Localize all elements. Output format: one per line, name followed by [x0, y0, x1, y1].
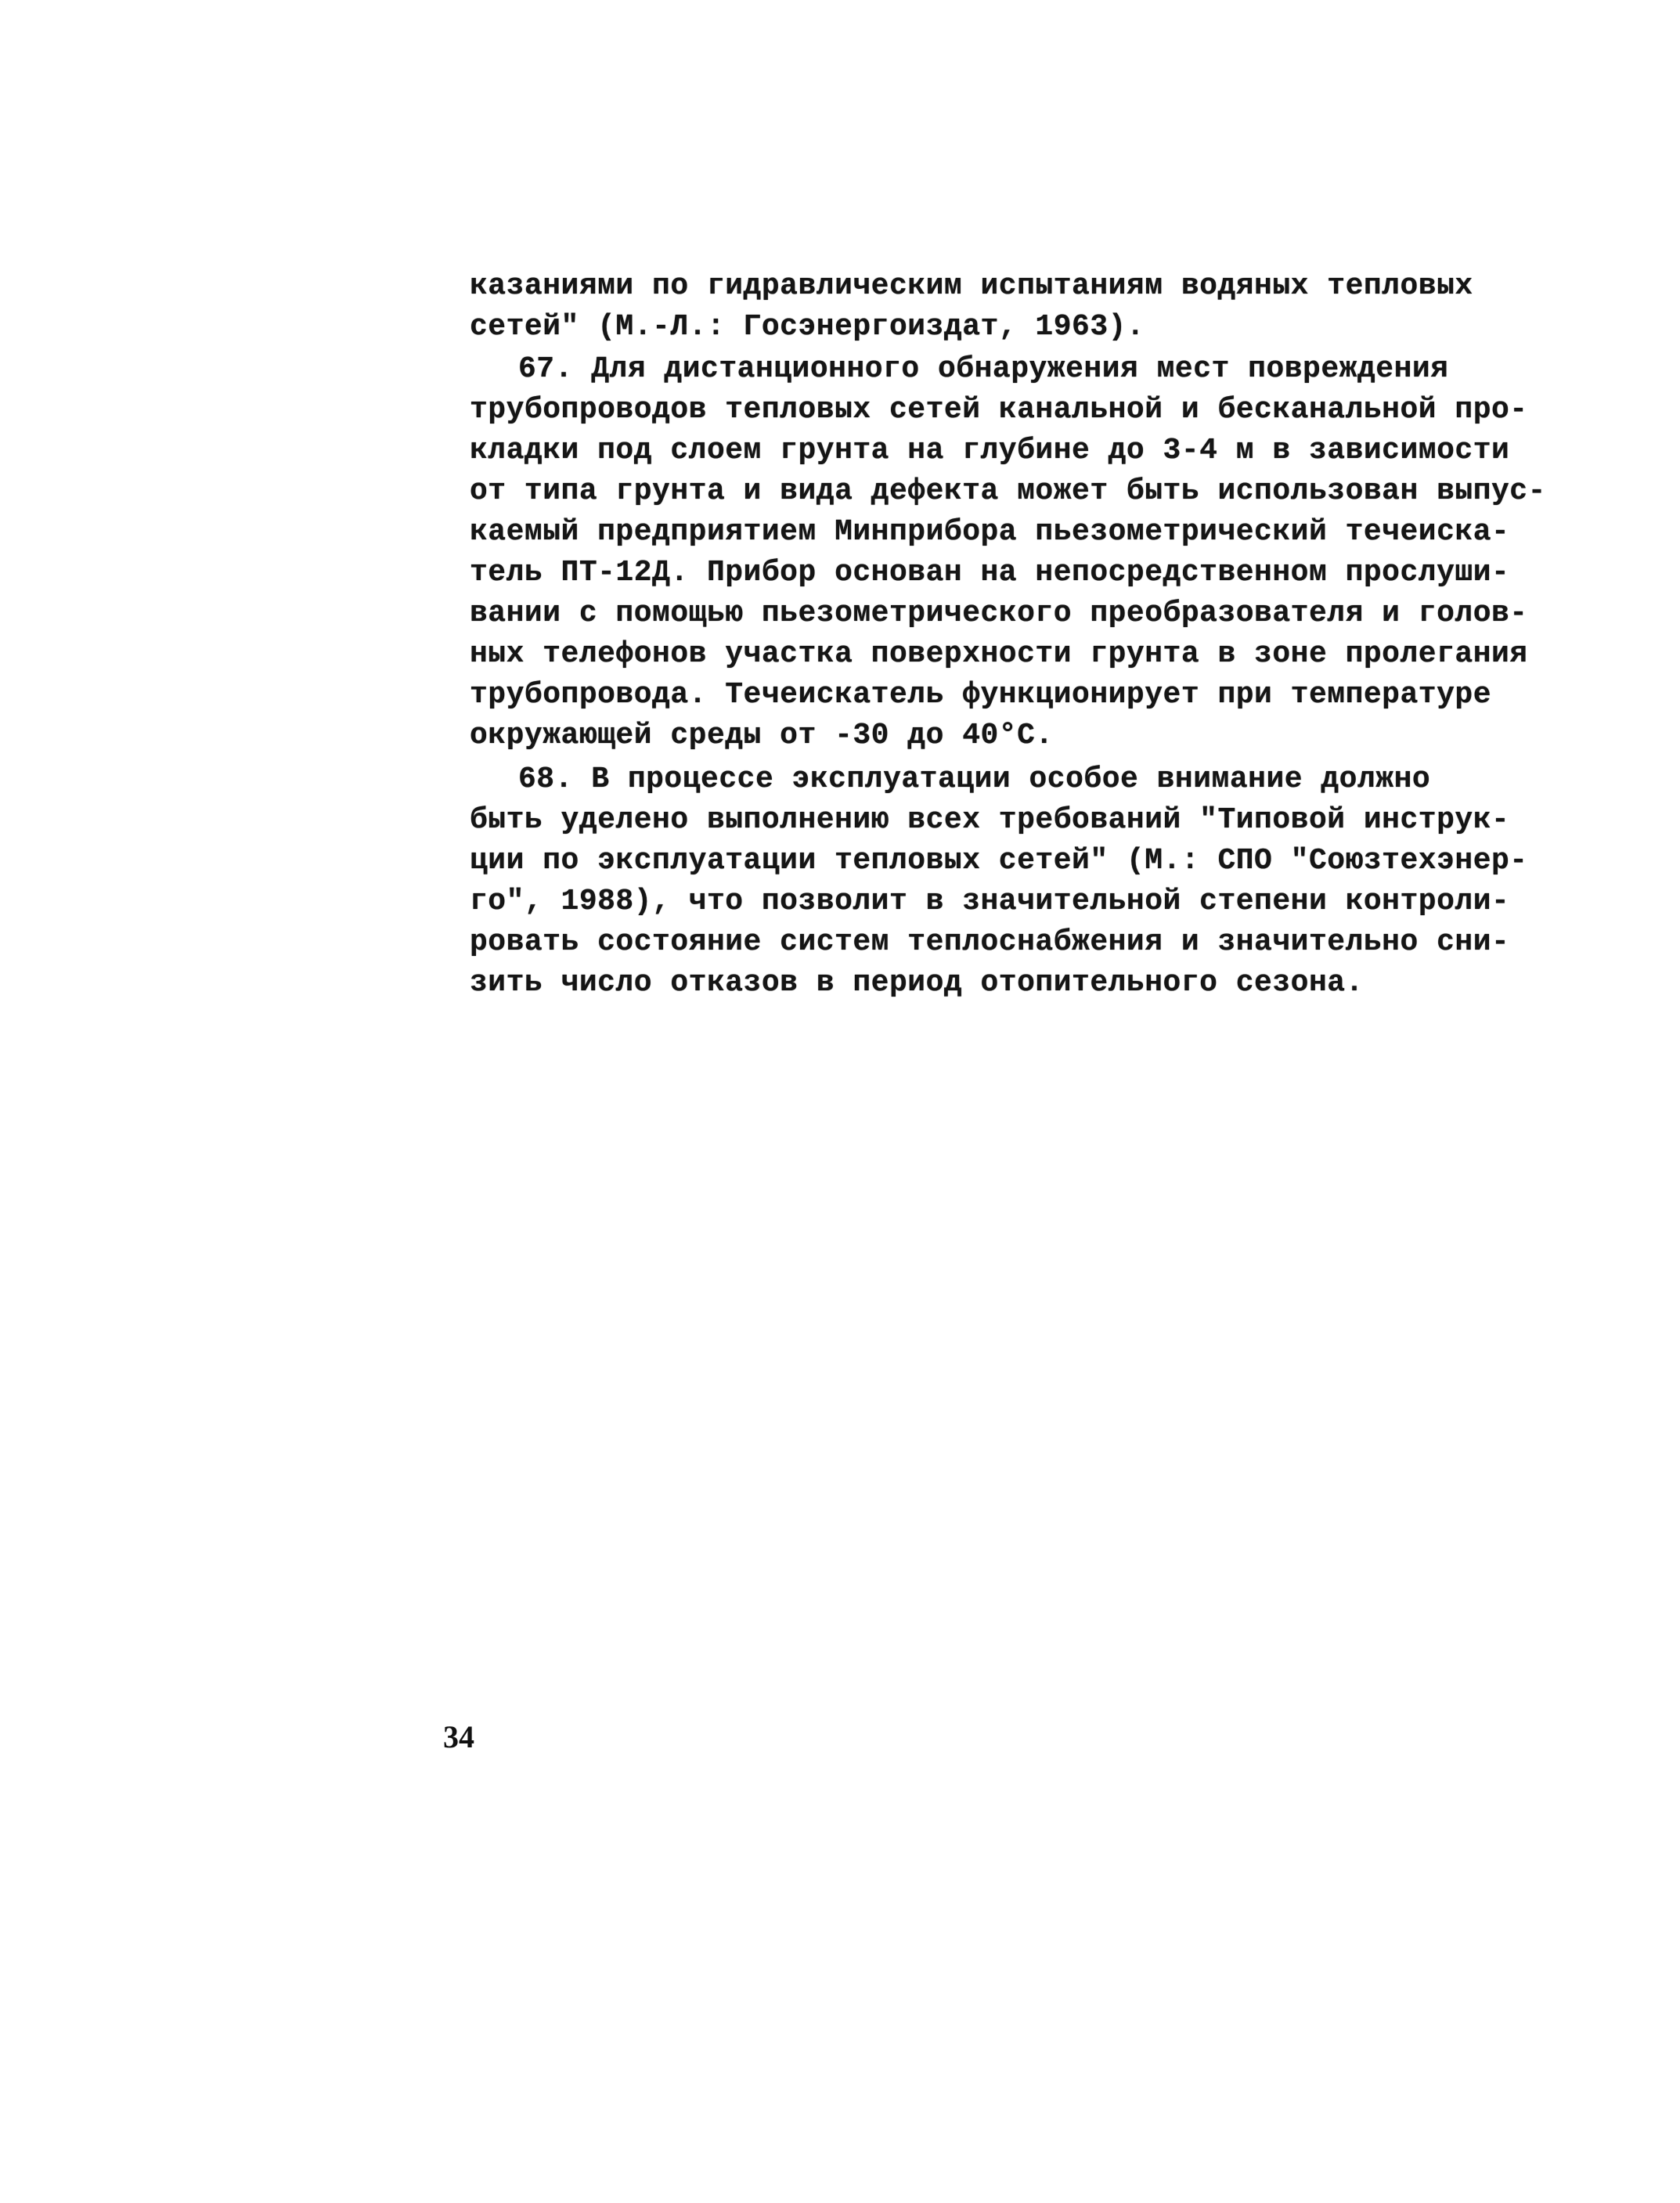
text-line: быть уделено выполнению всех требований "Типовой инструк-	[470, 803, 1510, 837]
text-line: трубопроводов тепловых сетей канальной и бесканальной про-	[470, 393, 1528, 427]
text-line: зить число отказов в период отопительного сезона.	[470, 966, 1364, 1000]
text-line: вании с помощью пьезометрического преобразователя и голов-	[470, 597, 1528, 630]
text-line: ции по эксплуатации тепловых сетей" (М.: СПО "Союзтехэнер-	[470, 844, 1528, 878]
text-line: кладки под слоем грунта на глубине до 3-4 м в зависимости	[470, 434, 1510, 467]
paragraph-67-start: 67. Для дистанционного обнаружения мест повреждения	[518, 352, 1449, 386]
text-line: от типа грунта и вида дефекта может быть использован выпус-	[470, 474, 1546, 508]
text-line: каемый предприятием Минприбора пьезометрический течеиска-	[470, 515, 1510, 549]
text-line: сетей" (М.-Л.: Госэнергоиздат, 1963).	[470, 310, 1145, 344]
text-line: тель ПТ-12Д. Прибор основан на непосредственном прослуши-	[470, 556, 1510, 590]
text-line: казаниями по гидравлическим испытаниям водяных тепловых	[470, 269, 1473, 303]
paragraph-68-start: 68. В процессе эксплуатации особое внимание должно	[518, 763, 1431, 796]
page-number: 34	[443, 1719, 474, 1754]
text-line: окружающей среды от -30 до 40°С.	[470, 719, 1054, 752]
text-line: ных телефонов участка поверхности грунта в зоне пролегания	[470, 637, 1528, 671]
text-line: го", 1988), что позволит в значительной степени контроли-	[470, 885, 1510, 918]
text-line: трубопровода. Течеискатель функционирует при температуре	[470, 678, 1492, 712]
text-line: ровать состояние систем теплоснабжения и значительно сни-	[470, 925, 1510, 959]
